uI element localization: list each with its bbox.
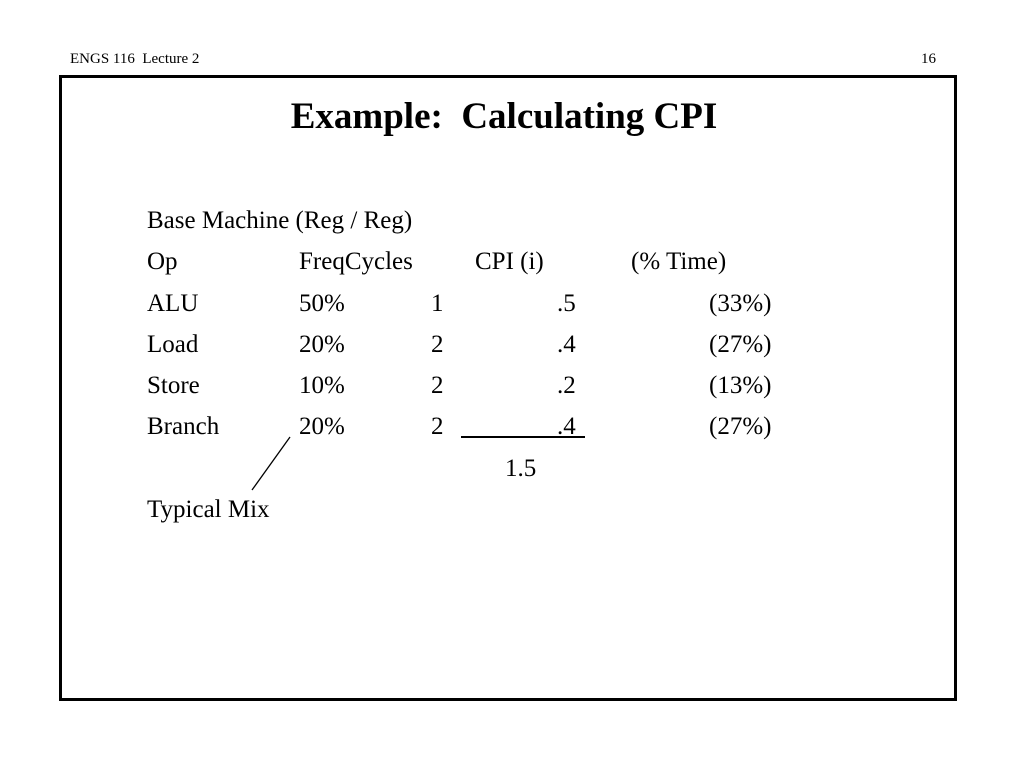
total-cpi: 1.5 bbox=[505, 455, 537, 482]
row-freq-branch: 20% bbox=[299, 413, 345, 440]
row-freq-store: 10% bbox=[299, 372, 345, 399]
row-op-store: Store bbox=[147, 372, 200, 399]
row-op-load: Load bbox=[147, 331, 199, 358]
row-cpi-branch: .4 bbox=[557, 413, 576, 440]
row-cpi-load: .4 bbox=[557, 331, 576, 358]
course-lecture-label: ENGS 116 Lecture 2 bbox=[70, 51, 200, 67]
row-cycles-store: 2 bbox=[431, 372, 444, 399]
row-cpi-alu: .5 bbox=[557, 290, 576, 317]
slide-title: Example: Calculating CPI bbox=[290, 96, 718, 137]
column-header-freqcycles: FreqCycles bbox=[299, 248, 413, 275]
column-header-time: (% Time) bbox=[631, 248, 727, 275]
row-cycles-load: 2 bbox=[431, 331, 444, 358]
row-cycles-alu: 1 bbox=[431, 290, 444, 317]
page-number: 16 bbox=[921, 51, 936, 67]
row-time-alu: (33%) bbox=[709, 290, 772, 317]
column-header-cpi: CPI (i) bbox=[475, 248, 544, 275]
row-cpi-store: .2 bbox=[557, 372, 576, 399]
column-header-op: Op bbox=[147, 248, 178, 275]
row-time-load: (27%) bbox=[709, 331, 772, 358]
base-machine-label: Base Machine (Reg / Reg) bbox=[147, 207, 413, 234]
row-freq-load: 20% bbox=[299, 331, 345, 358]
row-time-store: (13%) bbox=[709, 372, 772, 399]
row-op-alu: ALU bbox=[147, 290, 199, 317]
typical-mix-label: Typical Mix bbox=[147, 496, 270, 523]
sum-underline bbox=[461, 436, 585, 438]
annotation-pointer-line bbox=[250, 436, 292, 492]
row-op-branch: Branch bbox=[147, 413, 220, 440]
row-cycles-branch: 2 bbox=[431, 413, 444, 440]
row-freq-alu: 50% bbox=[299, 290, 345, 317]
row-time-branch: (27%) bbox=[709, 413, 772, 440]
